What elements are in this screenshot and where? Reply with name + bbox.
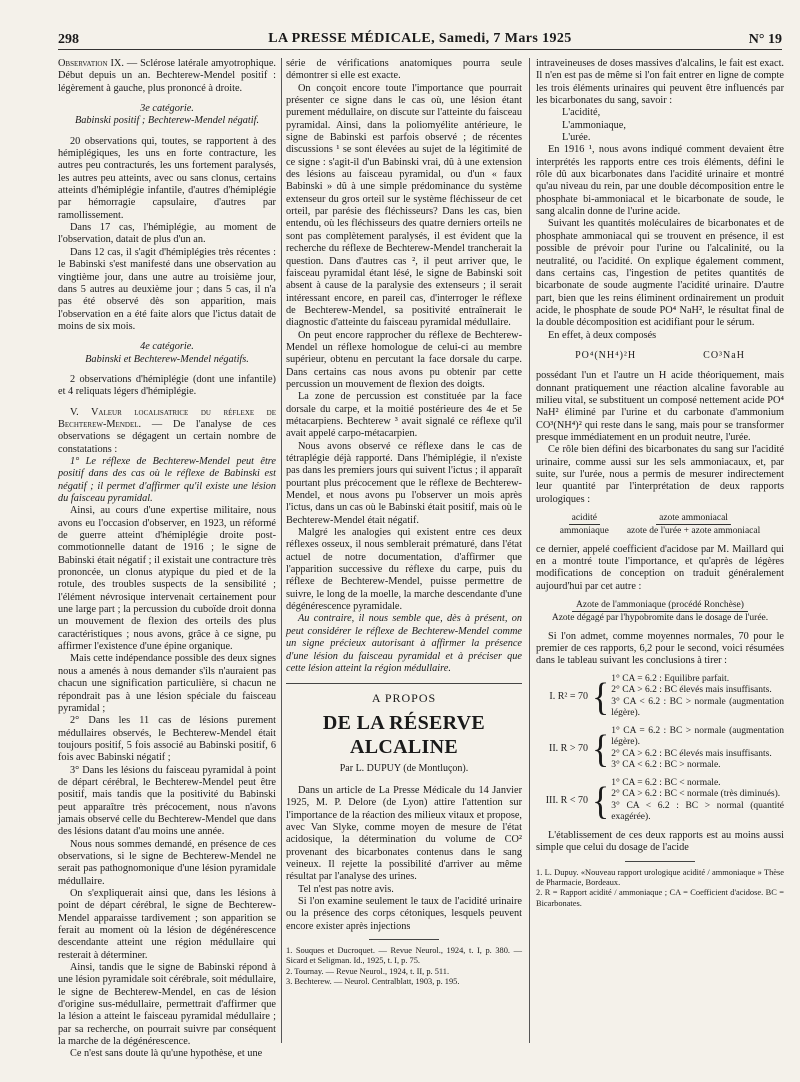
category-3-subheading: Babinski positif ; Bechterew-Mendel négatif. <box>74 115 260 127</box>
paragraph: La zone de percussion est constituée par la face dorsale du carpe, et la moitié postérieure des 4e et 5e métacarpiens. Bechterew ³ avait signalé ce réflexe qu'il avait appelé carpo-métacarpien. <box>286 391 522 440</box>
paragraph: Tel n'est pas notre avis. <box>298 883 394 895</box>
conclusion-paragraph: Au contraire, il nous semble que, dès à présent, on peut considérer le réflexe de Bechterew-Mendel comme un signe précieux autorisant à affirmer la présence d'une lésion du faisceau pyramidal et à préciser que cette lésion atteint la région médullaire. <box>286 613 522 674</box>
paragraph: On s'expliquerait ainsi que, dans les lésions à point de départ cérébral, le signe de Bechterew-Mendel apparaisse tardivement ; son apparition se ferait au moment où la lésion de dégénérescence descendante atteint une région médullaire qui resterait à déterminer. <box>58 888 276 961</box>
paragraph: On peut encore rapprocher du réflexe de Bechterew-Mendel un réflexe homologue de celui-ci au membre supérieur, obtenu en percutant la face dorsale du carpe. Dans certains cas nous avons pu obtenir par cette percussion un mouvement de flexion des doigts. <box>286 329 522 390</box>
paragraph: Ce n'est sans doute là qu'une hypothèse, et une <box>70 1048 263 1060</box>
group-item: 3° CA < 6.2 : BC > normal (quantité exagérée). <box>611 800 784 823</box>
page-number: 298 <box>58 32 79 47</box>
formula-left: PO⁴(NH⁴)²H <box>575 349 637 361</box>
paragraph: Dans 12 cas, il s'agit d'hémiplégies très récentes : le Babinski s'est manifesté dans une observation au vingtième jour, dans une autre au troisième jour, dans 5 autres au deuxième jour ; dans 5 cas, il n'a pas été observé dès son apparition, mais l'observation en a été faite alors que l'ictus datait de moins de six mois. <box>58 246 276 332</box>
footnote: 3. Bechterew. — Neurol. Centralblatt, 1903, p. 195. <box>286 977 460 987</box>
paragraph: Si l'on admet, comme moyennes normales, 70 pour le premier de ces rapports, 6,2 pour le second, voici résumées dans le tableau suivant les conclusions à tirer : <box>536 630 784 667</box>
section-v-intro <box>58 407 276 456</box>
paragraph: 1° Le réflexe de Bechterew-Mendel peut être positif dans des cas où le réflexe de Babinski est négatif ; il permet d'affirmer qu'il existe une lésion du faisceau pyramidal. <box>58 455 276 504</box>
ratio-numerator: azote ammoniacal <box>656 512 731 525</box>
list-item: L'ammoniaque, <box>562 119 626 131</box>
paragraph: série de vérifications anatomiques pourra seule démontrer si elle est exacte. <box>286 58 522 82</box>
footnote: 2. R = Rapport acidité / ammoniaque ; CA = Coefficient d'acidose. BC = Bicarbonates. <box>536 888 784 908</box>
issue-number: N° 19 <box>748 32 782 47</box>
paragraph: Malgré les analogies qui existent entre ces deux réflexes osseux, il nous semblerait prématuré, dans l'état actuel de notre documentation, d'affirmer que l'apparition successive du réflexe du carpe, puis du réflexe de Bechterew-Mendel, puisse permettre de suivre, le long de la moelle, la marche descendante d'une dégénérescence pyramidale. <box>286 527 522 613</box>
paragraph: Ce rôle bien défini des bicarbonates du sang sur l'acidité urinaire, comme aussi sur les sels ammoniacaux, et, par suite, sur l'urée, nous a permis de mesurer indirectement leur quantité par l'interprétation de deux rapports urologiques : <box>536 444 784 505</box>
paragraph: intraveineuses de doses massives d'alcalins, le fait est exact. Il n'en est pas de même si l'on fait entrer en ligne de compte les trois éléments urinaires qui peuvent être influencés par les bicarbonates du sang, savoir : <box>536 58 784 107</box>
paragraph: 2 observations d'hémiplégie (dont une infantile) et 4 reliquats légers d'hémiplégie. <box>58 373 276 398</box>
paragraph: 20 observations qui, toutes, se rapportent à des hémiplégiques, les uns en forte contracture, les autres peu contracturés, les uns fortement paralysés, les autres peu atteints, avec ou sans clonus, certains atteints d'hémiplégie infantile, d'autres d'hémiplégie par hémorragie capsulaire, d'autres par ramollissement. <box>58 135 276 221</box>
ratio-numerator: Azote de l'ammoniaque (procédé Ronchèse) <box>572 599 748 612</box>
paragraph: Suivant les quantités moléculaires de bicarbonates et de phosphate ammoniacal qui se trouvent en présence, il est possible de prévoir pour l'urine ou l'alcalinité, ou la neutralité, ou l'acidité. On explique également comment, dans certains cas, l'ingestion de petites quantités de bicarbonate de soude augmente l'acidité urinaire. D'autre part, bien que les reins éliminent ordinairement un produit acide, le phosphate de soude PO⁴ NaH², le résultat final de la double décomposition est acidifiant pour le sérum. <box>536 218 784 329</box>
paragraph: possédant l'un et l'autre un H acide théoriquement, mais donnant pratiquement une réaction alcaline favorable au milieu vital, se substituent un composé nettement acide PO⁴ NaH² éliminé par l'urine et du carbonate d'ammonium CO³(NH⁴)² qui reste dans le sang, mais pour se transformer presque immédiatement en un produit neutre, l'urée. <box>536 370 784 443</box>
footnote: 1. L. Dupuy. «Nouveau rapport urologique acidité / ammoniaque » Thèse de Pharmacie, Bordeaux. <box>536 867 784 887</box>
paragraph: 3° Dans les lésions du faisceau pyramidal à point de départ cérébral, le Bechterew-Mendel peut être positif, mais tandis que la positivité du Babinski peut apparaître très précocement, nous n'avons jamais observé celle du Bechterew-Mendel que dans des lésions datant d'au moins une année. <box>58 764 276 838</box>
paragraph: Dans 17 cas, l'hémiplégie, au moment de l'observation, datait de plus d'un an. <box>58 222 276 246</box>
ratio-nitrogen <box>536 599 784 625</box>
chemical-formula <box>536 350 784 362</box>
footnote-separator <box>625 861 695 862</box>
article-title: DE LA RÉSERVE ALCALINE <box>322 711 486 758</box>
observation-text: — Sclérose latérale amyotrophique. Début depuis un an. Bechterew-Mendel positif : légèrement à gauche, plus prononcé à droite. <box>58 58 277 94</box>
category-3-heading: 3e catégorie. <box>140 103 194 115</box>
formula-right: CO³NaH <box>703 349 745 361</box>
observation-label: Observation IX. <box>58 58 124 69</box>
group-label: III. R < 70 <box>545 794 588 806</box>
brace-icon: { <box>592 778 610 823</box>
ratio-denominator: azote de l'urée + azote ammoniacal <box>626 526 761 537</box>
paragraph: Ainsi, au cours d'une expertise militaire, nous avons eu l'occasion d'observer, en 1923, un réformé de guerre atteint d'hémiplégie droite post-commotionnelle datant de 1916 ; le signe de Babinski était négatif ; il existait une contracture très prononcée, un clonus atypique du pied et de la rotule, des troubles suspects de la sensibilité ; l'élément névrosique intervenait certainement pour une large part ; la percussion du cuboïde droit donna un mouvement de flexion des orteils des plus caractéristiques ; nous avons, grâce à ce signe, pu affirmer l'existence d'une épine organique. <box>58 505 276 653</box>
conclusion-group <box>536 778 784 824</box>
ratio-denominator: ammoniaque <box>559 526 609 537</box>
paragraph: En 1916 ¹, nous avons indiqué comment devaient être interprétés les rapports entre ces trois éléments, défini le rôle dû aux bicarbonates dans l'acidité urinaire et montré qu'au niveau du rein, par une double décomposition entre le phosphate bi-ammoniacal et le bicarbonate de soude, le sang alcalin donne de l'urine acide. <box>536 144 784 218</box>
section-v-heading: V. Valeur localisatrice du réflexe de Bechterew-Mendel. <box>58 406 276 430</box>
paragraph: Dans un article de La Presse Médicale du 14 Janvier 1925, M. P. Delore (de Lyon) attire l'attention sur l'importance de la réaction des milieux vitaux et propose, avec Van Slyke, comme moyen de mesure de l'état acidosique, la détermination du volume de CO² provenant des bicarbonates contenus dans le sang veineux. Il rejette la possibilité d'arriver au même résultat par l'analyse des urines. <box>286 784 522 883</box>
group-item: 1° CA = 6.2 : BC > normale (augmentation légère). <box>611 725 784 748</box>
column-rule-2 <box>529 58 530 1043</box>
paragraph: Si l'on examine seulement le taux de l'acidité urinaire ou la présence des corps cétoniques, lesquels peuvent encore exister après injections <box>286 895 522 932</box>
paragraph: Nous nous sommes demandé, en présence de ces observations, si le signe de Bechterew-Mendel ne serait pas pathognomonique d'une lésion pyramidale médullaire. <box>58 838 276 887</box>
group-item: 2° CA > 6.2 : BC < normale (très diminués). <box>611 789 781 800</box>
group-item: 2° CA > 6.2 : BC élevés mais insuffisants. <box>611 685 772 696</box>
paragraph: Ainsi, tandis que le signe de Babinski répond à une lésion pyramidale soit cérébrale, soit médullaire, le signe de Bechterew-Mendel, en cas de lésion d'origine sus-médullaire, permettrait d'affirmer que la lésion a atteint le faisceau pyramidal médullaire ; par sa recherche, on pourrait suivre par conséquent la marche de la dégénérescence. <box>58 962 276 1048</box>
group-label: I. R² = 70 <box>549 690 588 702</box>
conclusion-group <box>536 674 784 720</box>
footnote: 1. Souques et Ducroquet. — Revue Neurol., 1924, t. I, p. 380. — Sicard et Seligman. Id., 1925, t. I, p. 75. <box>286 946 522 966</box>
group-item: 3° CA < 6.2 : BC > normale (augmentation légère). <box>611 696 784 719</box>
footnotes <box>286 946 522 988</box>
brace-icon: { <box>592 674 610 719</box>
article-byline: Par L. DUPUY (de Montluçon). <box>339 762 469 774</box>
article-separator <box>286 683 522 684</box>
ratio-ammonia <box>624 512 763 538</box>
journal-title: LA PRESSE MÉDICALE, Samedi, 7 Mars 1925 <box>268 31 572 46</box>
group-item: 3° CA < 6.2 : BC > normale. <box>611 760 721 771</box>
conclusion-group <box>536 726 784 772</box>
paragraph: 2° Dans les 11 cas de lésions purement médullaires observés, le Bechterew-Mendel était toujours positif, 5 fois associé au Babinski positif, 6 fois avec Babinski négatif ; <box>58 715 276 764</box>
column-2 <box>286 58 522 988</box>
ratio-denominator: Azote dégagé par l'hypobromite dans le dosage de l'urée. <box>551 613 769 624</box>
group-item: 1° CA = 6.2 : BC < normale. <box>611 777 721 788</box>
paragraph: L'établissement de ces deux rapports est au moins aussi simple que celui du dosage de l'acide <box>536 829 784 854</box>
page-header <box>58 30 782 50</box>
paragraph: En effet, à deux composés <box>548 329 657 341</box>
category-4-heading: 4e catégorie. <box>140 341 194 353</box>
column-1 <box>58 58 276 1061</box>
column-3 <box>536 58 784 909</box>
list-item: L'urée. <box>562 132 591 144</box>
paragraph: ce dernier, appelé coefficient d'acidose par M. Maillard qui en a montré toute l'importance, et qu'après de légères modifications de conception on traduit généralement aujourd'hui par cet autre : <box>536 543 784 592</box>
paragraph: Mais cette indépendance possible des deux signes nous a amenés à nous demander s'ils n'auraient pas chacun une signification particulière, si chacun ne répondrait pas à une lésion spéciale du faisceau pyramidal ; <box>58 653 276 714</box>
category-4-subheading: Babinski et Bechterew-Mendel négatifs. <box>85 353 249 365</box>
footnote-separator <box>369 939 439 940</box>
paragraph: On conçoit encore toute l'importance que pourrait présenter ce signe dans le cas où, une lésion étant purement médullaire, on discute sur l'atteinte du faisceau pyramidal. Ainsi, dans la poliomyélite antérieure, le signe de Babinski est parfois observé ; de récentes discussions ¹ se sont élevées au sujet de la légitimité de ce signe : s'agit-il d'un Babinski vrai, dû à une extension des lésions au faisceau pyramidal, ou d'un « faux Babinski » dû à une simple prédominance du système extenseur du gros orteil sur le système fléchisseur de cet orteil, par parésie des fléchisseurs? Dans les cas, bien entendu, où les fléchisseurs des quatre derniers orteils ne sont pas complètement paralysés, il est évident que la recherche du réflexe de Bechterew-Mendel trancherait la question. Dans d'autres cas ², il peut arriver que, le faisceau pyramidal étant lésé, le signe de Babinski soit absent à cause de la paralysie des extenseurs ; il serait intéressant encore, en pareil cas, d'interroger le réflexe de Bechterew-Mendel, sa positivité entraînerait le diagnostic d'atteinte du faisceau pyramidal médullaire. <box>286 82 522 329</box>
group-item: 1° CA = 6.2 : Equilibre parfait. <box>611 673 730 684</box>
element-list <box>536 107 784 144</box>
ratio-acidity <box>557 512 612 538</box>
ratio-numerator: acidité <box>569 512 600 525</box>
column-rule-1 <box>281 58 282 1043</box>
ratio-formulas <box>536 512 784 538</box>
paragraph: Nous avons observé ce réflexe dans le cas de tétraplégie déjà rapporté. Dans l'hémiplégie, il n'existe pas dans les premiers jours qui suivent l'ictus ; il apparaît pourtant plus précocement que le réflexe de Bechterew-Mendel, et nous avons pu l'observer un mois après l'ictus, dans un cas où le Babinski était positif, mais où le Bechterew-Mendel était négatif. <box>286 440 522 526</box>
list-item: L'acidité, <box>562 107 601 119</box>
section-v-text: — De l'analyse de ces observations se dégagent un certain nombre de constatations : <box>58 418 277 455</box>
group-item: 2° CA > 6.2 : BC élevés mais insuffisants. <box>611 748 772 759</box>
observation-ix <box>58 58 276 95</box>
group-label: II. R > 70 <box>549 742 588 754</box>
footnote: 2. Tournay. — Revue Neurol., 1924, t. II, p. 511. <box>286 966 450 976</box>
footnotes <box>536 868 784 910</box>
article-kicker: A PROPOS <box>371 691 437 706</box>
brace-icon: { <box>592 726 610 771</box>
